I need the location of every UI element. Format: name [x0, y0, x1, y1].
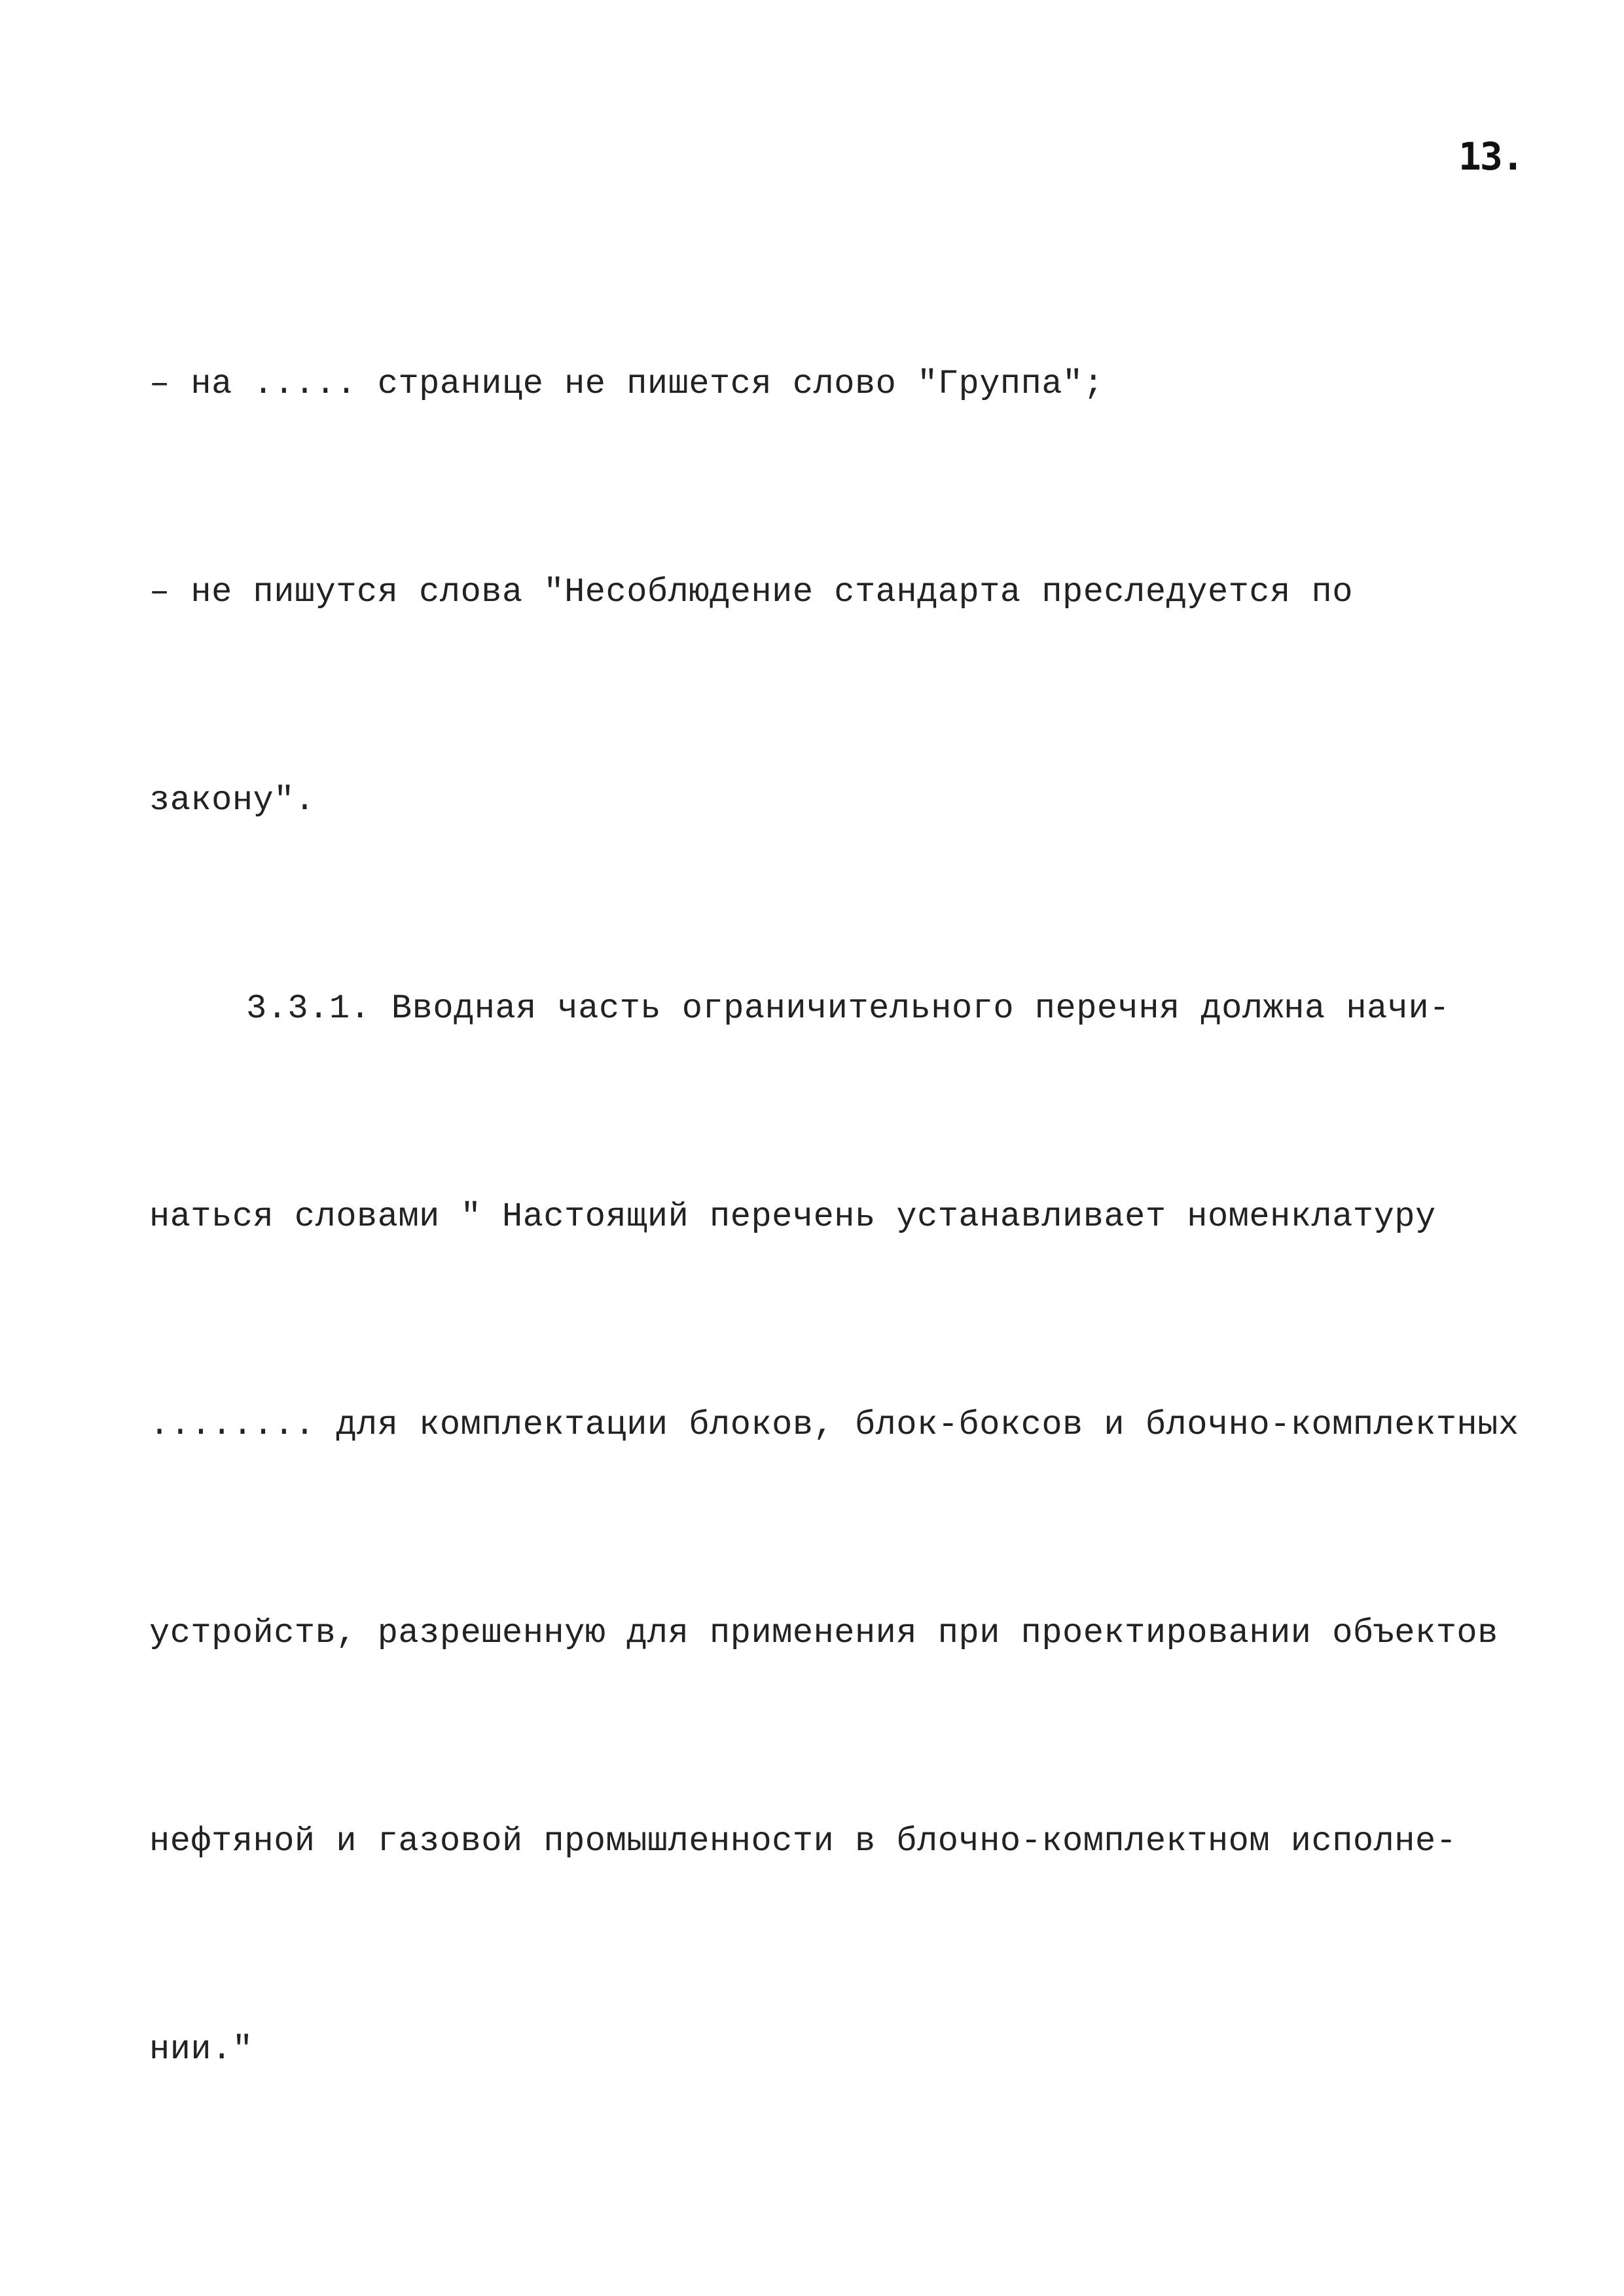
- paragraph-line: ........ для комплектации блоков, блок-боксов и блочно-комплектных: [149, 1406, 1519, 1444]
- paragraph-line: устройств, разрешенную для применения при проектировании объектов: [149, 1614, 1498, 1652]
- page-number: 13.: [1458, 134, 1523, 179]
- text-line-dash-1: – на ..... странице не пишется слово "Группа";: [149, 365, 1104, 403]
- paragraph-end-line: нии.": [149, 2030, 253, 2069]
- text-line-dash-2: – не пишутся слова "Несоблюдение стандарта преследуется по: [149, 573, 1353, 611]
- paragraph-line: наться словами " Настоящий перечень устанавливает номенклатуру: [149, 1197, 1436, 1236]
- body-text: [149, 211, 1517, 2223]
- text-line-continuation: закону".: [149, 781, 316, 820]
- paragraph-start-line: 3.3.1. Вводная часть ограничительного перечня должна начи-: [246, 989, 1450, 1028]
- paragraph-line: нефтяной и газовой промышленности в блочно-комплектном исполне-: [149, 1822, 1457, 1861]
